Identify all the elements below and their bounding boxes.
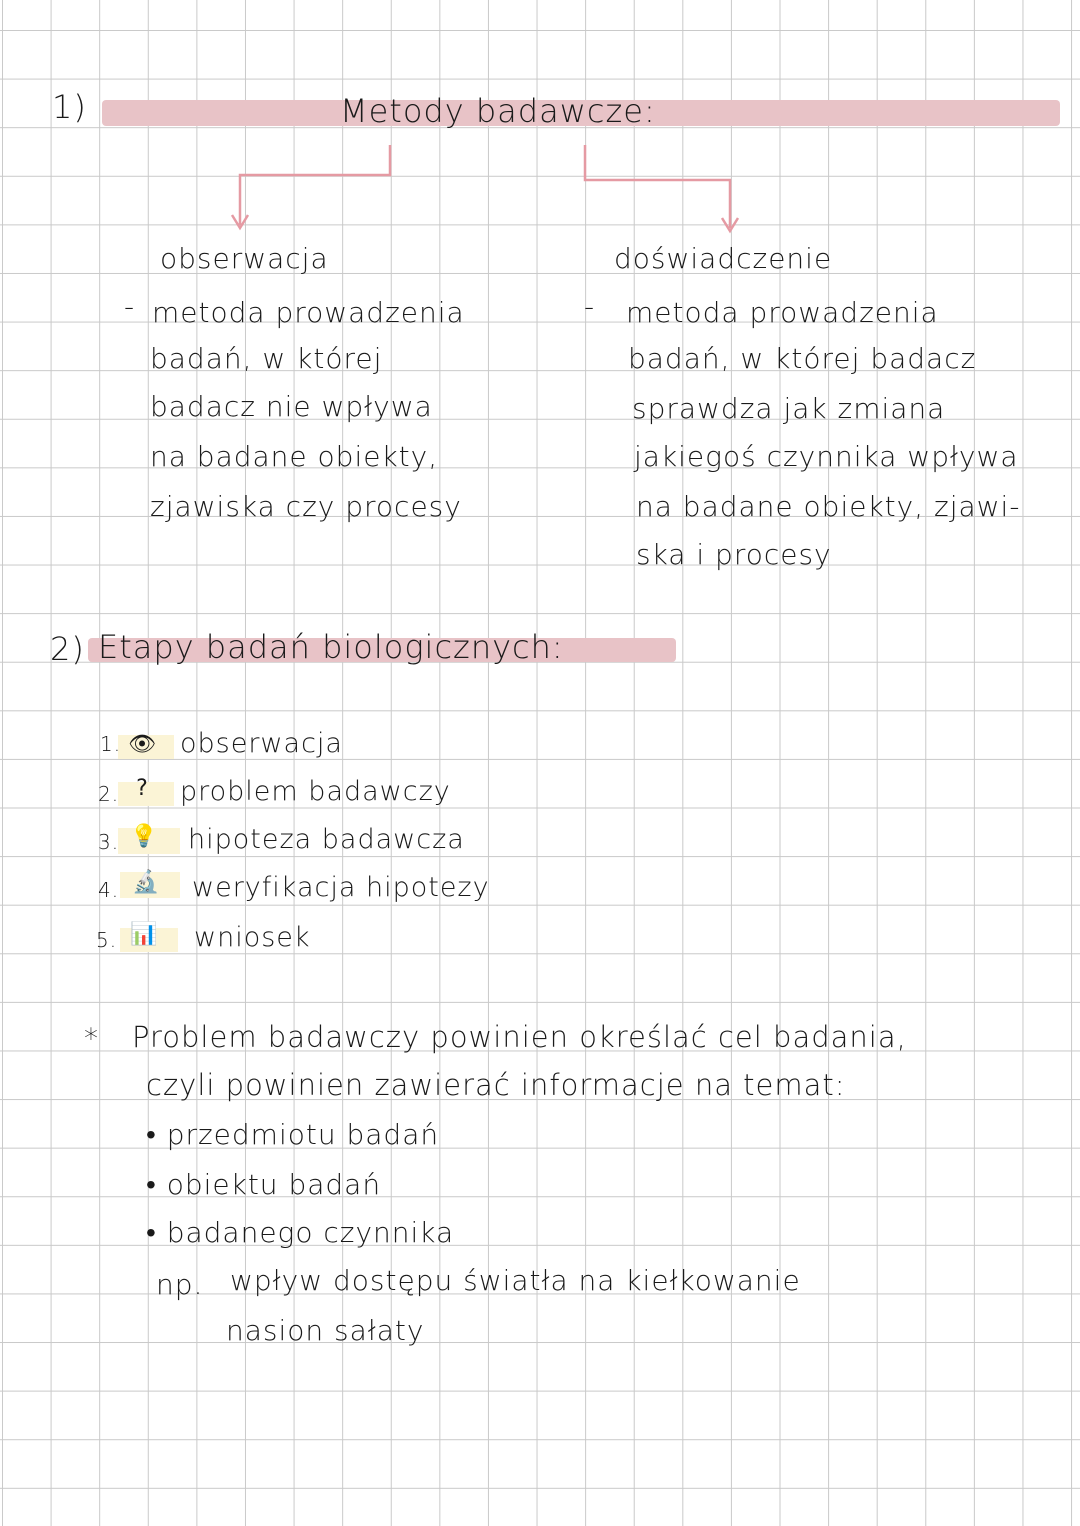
example-line: wpływ dostępu światła na kiełkowanie — [230, 1264, 801, 1297]
method-heading: doświadczenie — [614, 242, 833, 275]
bullet-item: • badanego czynnika — [146, 1216, 455, 1249]
definition-line: sprawdza jak zmiana — [632, 392, 946, 425]
bullet-text: obiektu badań — [166, 1168, 382, 1201]
bullet-item: • obiektu badań — [146, 1168, 382, 1201]
section-number: 2) — [50, 630, 85, 668]
step-label: wniosek — [194, 922, 311, 953]
step-label: hipoteza badawcza — [188, 824, 465, 855]
definition-line: jakiegoś czynnika wpływa — [634, 440, 1019, 473]
section-title: Etapy badań biologicznych: — [98, 628, 564, 666]
step-number: 1. — [100, 732, 122, 756]
definition-line: badacz nie wpływa — [150, 390, 433, 423]
step-number: 4. — [98, 878, 120, 902]
microscope-icon: 🔬 — [132, 870, 160, 895]
question-icon: ? — [136, 776, 148, 801]
method-heading: obserwacja — [160, 242, 329, 275]
bullet-text: przedmiotu badań — [166, 1118, 440, 1151]
bar-chart-icon: 📊 — [130, 922, 158, 947]
definition-line: na badane obiekty, — [150, 440, 439, 473]
definition-line: metoda prowadzenia — [626, 296, 939, 329]
step-number: 2. — [98, 782, 120, 806]
example-line: nasion sałaty — [226, 1314, 425, 1347]
step-number: 3. — [98, 830, 120, 854]
note-line: czyli powinien zawierać informacje na temat: — [146, 1068, 846, 1102]
step-label: obserwacja — [180, 728, 343, 759]
dash: - — [124, 290, 136, 323]
definition-line: badań, w której — [150, 342, 383, 375]
definition-line: badań, w której badacz — [628, 342, 977, 375]
section-number: 1) — [52, 88, 87, 126]
example-prefix: np. — [156, 1268, 204, 1301]
dash: - — [584, 290, 596, 323]
step-label: problem badawczy — [180, 776, 451, 807]
step-number: 5. — [96, 928, 118, 952]
branch-arrows — [0, 0, 1080, 260]
definition-line: zjawiska czy procesy — [150, 490, 462, 523]
lightbulb-icon: 💡 — [130, 824, 158, 849]
step-label: weryfikacja hipotezy — [192, 872, 490, 903]
definition-line: na badane obiekty, zjawi- — [636, 490, 1021, 523]
note-line: Problem badawczy powinien określać cel badania, — [132, 1020, 907, 1054]
section-title: Metody badawcze: — [340, 92, 656, 130]
definition-line: metoda prowadzenia — [152, 296, 465, 329]
star-marker: * — [84, 1022, 99, 1055]
eye-icon: 👁 — [128, 732, 156, 757]
bullet-item: • przedmiotu badań — [146, 1118, 440, 1151]
bullet-text: badanego czynnika — [166, 1216, 455, 1249]
definition-line: ska i procesy — [636, 538, 832, 571]
